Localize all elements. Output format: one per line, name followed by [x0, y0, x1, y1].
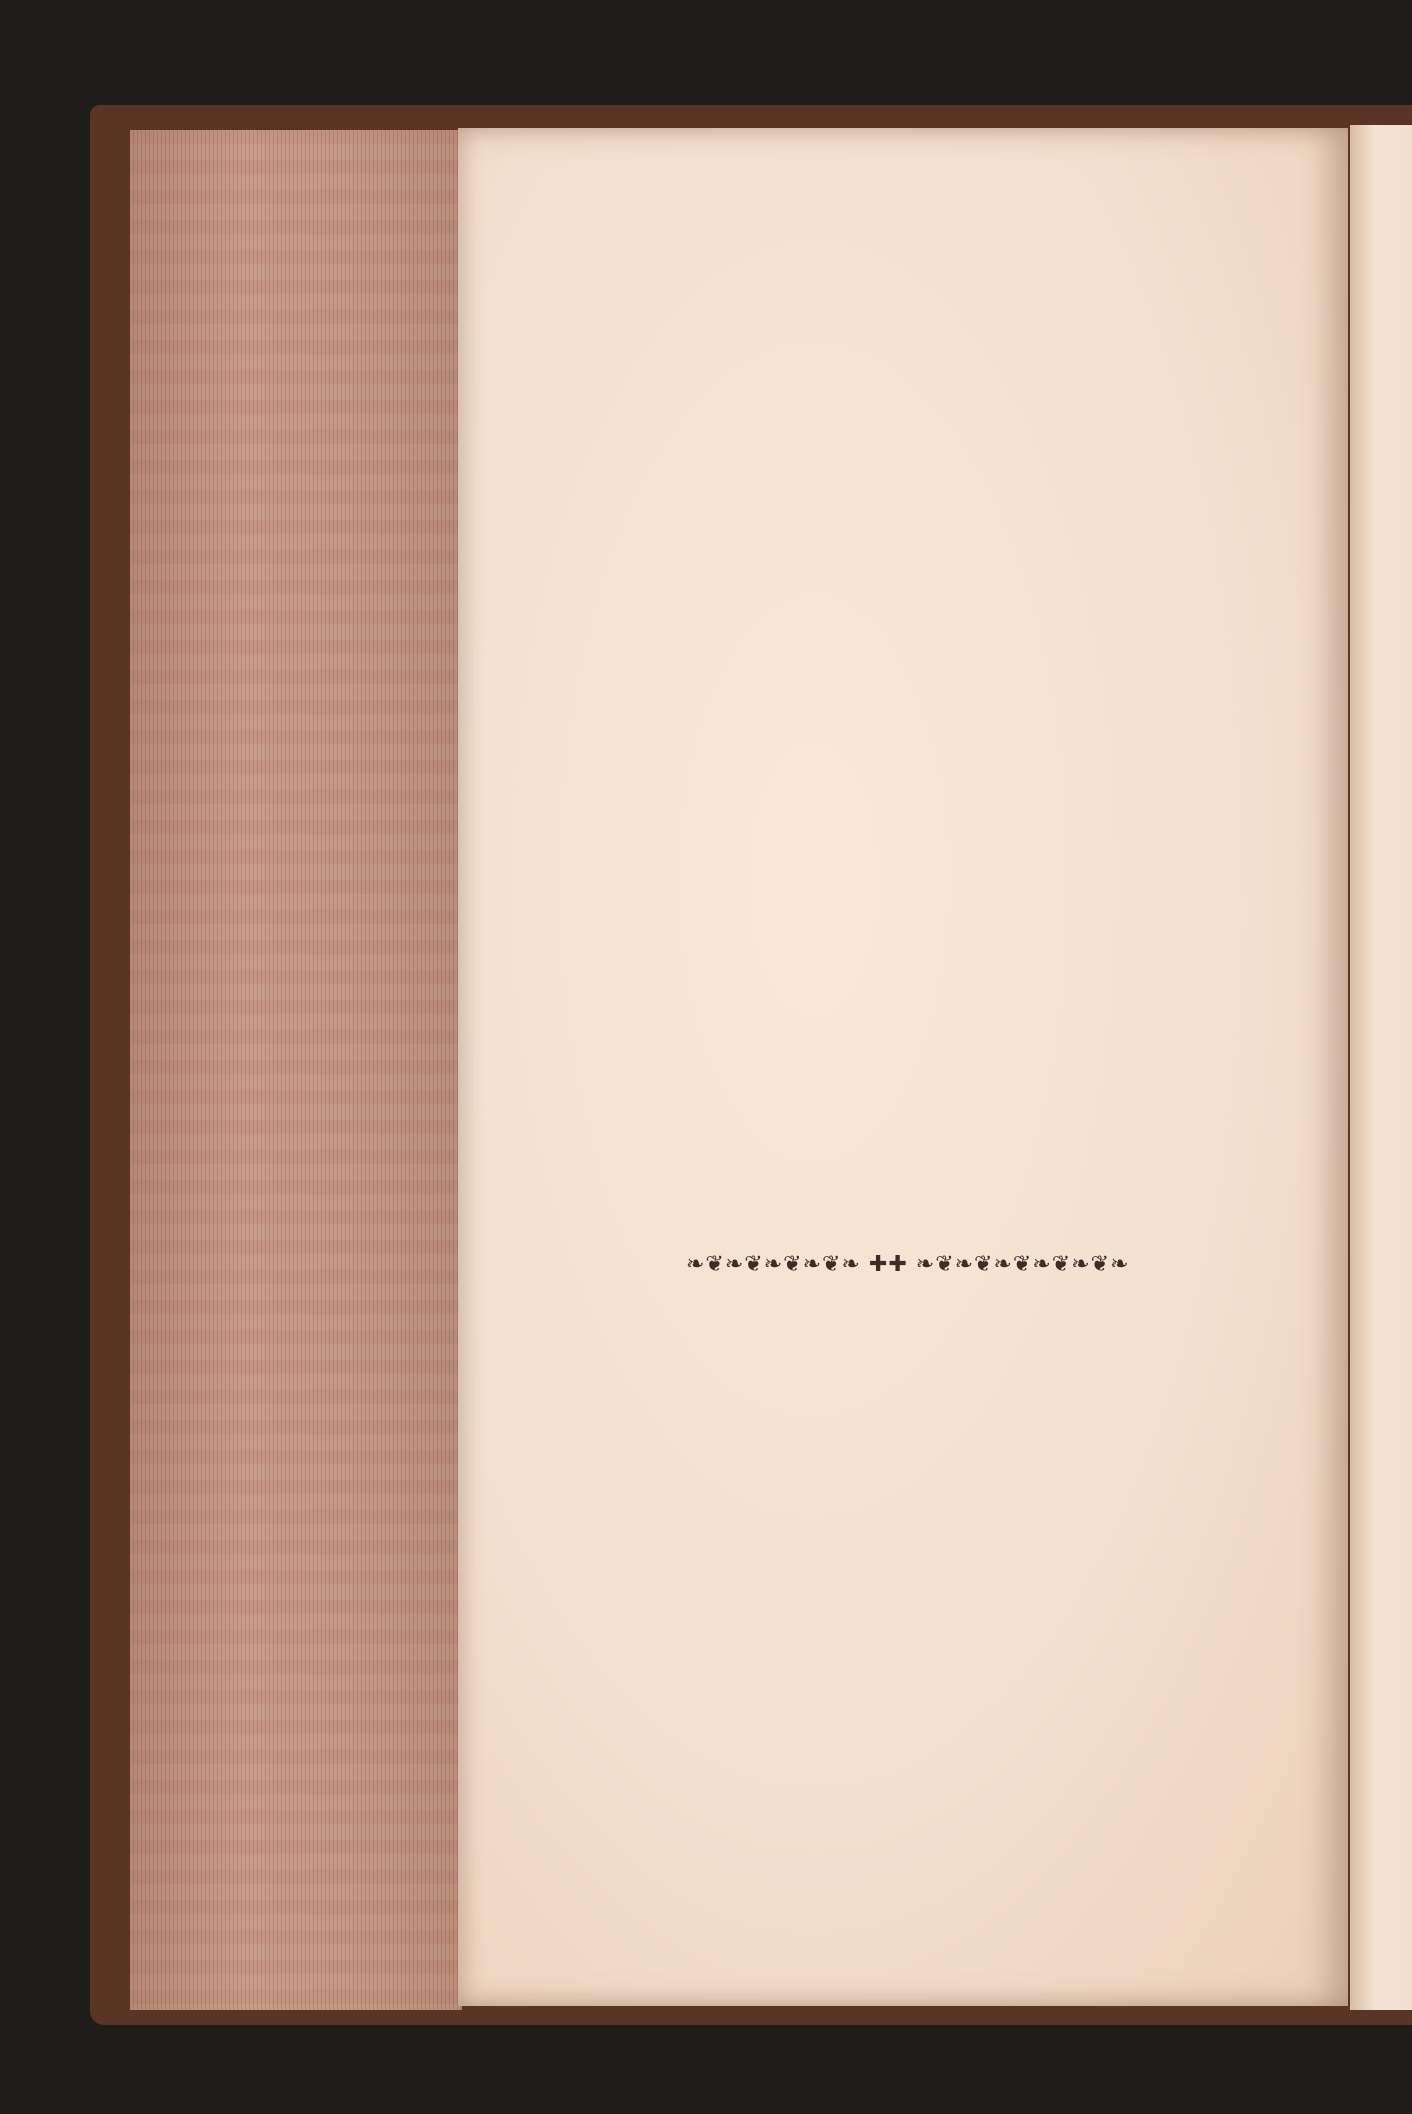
book-page: [458, 128, 1348, 2006]
facing-page-edge: [1350, 125, 1412, 2010]
ornamental-divider: ❧❦❧❦❧❦❧❦❧ ✚✚ ❧❦❧❦❧❦❧❦❧❦❧: [686, 1252, 1130, 1277]
page-edges: [130, 130, 462, 2010]
